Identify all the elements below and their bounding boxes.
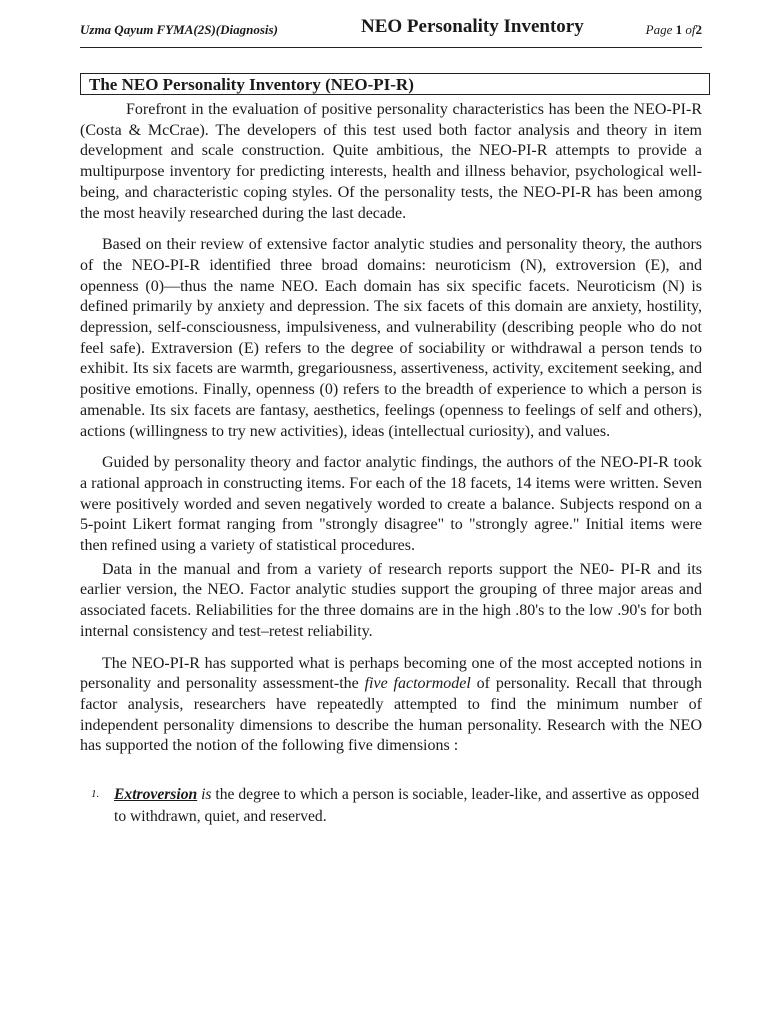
dimension-description: the degree to which a person is sociable, leader-like, and assertive as opposed to withdrawn, quiet, and reserved. <box>114 786 700 825</box>
header-title: NEO Personality Inventory <box>361 16 584 37</box>
header-page-indicator <box>646 22 702 38</box>
dimensions-list <box>80 784 702 827</box>
header-divider <box>80 47 702 48</box>
page-header <box>80 16 702 42</box>
dimension-term: Extroversion <box>114 786 198 804</box>
five-factor-emphasis: five factormodel <box>364 675 471 693</box>
paragraph-five-factor-before: The NEO-PI-R has supported what is perhaps becoming one of the most accepted notions in personality and personality assessment-the <box>80 654 702 693</box>
header-author: Uzma Qayum FYMA(2S)(Diagnosis) <box>80 22 278 37</box>
page-total: 2 <box>695 22 702 37</box>
list-number: 1. <box>91 788 100 801</box>
page-current: 1 <box>675 22 683 37</box>
list-item <box>80 784 702 827</box>
page-of: of <box>685 22 696 37</box>
paragraph-five-factor-after: of personality. Recall that through factor analysis, researchers have repeatedly attempted to find the minimum number of independent personality dimensions to describe the human personality. Research with the NEO has supported the notion of the following five dimensions : <box>80 675 703 755</box>
dimension-connector: is <box>197 786 212 804</box>
paragraph-reliability: Data in the manual and from a variety of research reports support the NE0- PI-R and its earlier version, the NEO. Factor analytic studies support the grouping of three major areas and associated facets. Reliabilities for the three domains are in the high .80's to the low .90's for both internal consistency and test–retest reliability. <box>80 560 702 640</box>
section-title: The NEO Personality Inventory (NEO-PI-R) <box>80 73 710 95</box>
paragraph-domains: Based on their review of extensive factor analytic studies and personality theory, the authors of the NEO-PI-R identified three broad domains: neuroticism (N), extroversion (E), and openness (0)—thus the name NEO. Each domain has six specific facets. Neuroticism (N) is defined primarily by anxiety and depression. The six facets of this domain are anxiety, hostility, depression, self-consciousness, impulsiveness, and vulnerability (describing people who do not feel safe). Extraversion (E) refers to the degree of sociability or withdrawal a person tends to exhibit. Its six facets are warmth, gregariousness, assertiveness, activity, excitement seeking, and positive emotions. Finally, openness (0) refers to the breadth of experience to which a person is amenable. Its six facets are fantasy, aesthetics, feelings (openness to feelings of self and others), actions (willingness to try new activities), ideas (intellectual curiosity), and values. <box>80 236 702 440</box>
paragraph-five-factor <box>80 654 702 758</box>
paragraph-construction: Guided by personality theory and factor analytic findings, the authors of the NEO-PI-R took a rational approach in constructing items. For each of the 18 facets, 14 items were written. Seven were positively worded and seven negatively worded to create a balance. Subjects respond on a 5-point Likert format ranging from "strongly disagree" to "strongly agree." Initial items were then refined using a variety of statistical procedures. <box>80 454 702 555</box>
page-label: Page <box>645 22 673 37</box>
paragraph-intro: Forefront in the evaluation of positive personality characteristics has been the NEO-PI-R (Costa & McCrae). The developers of this test used both factor analysis and theory in item development and scale construction. Quite ambitious, the NEO-PI-R attempts to provide a multipurpose inventory for predicting interests, health and illness behavior, psychological well-being, and characteristic coping styles. Of the personality tests, the NEO-PI-R has been among the most heavily researched during the last decade. <box>80 101 702 222</box>
document-body <box>80 100 702 827</box>
